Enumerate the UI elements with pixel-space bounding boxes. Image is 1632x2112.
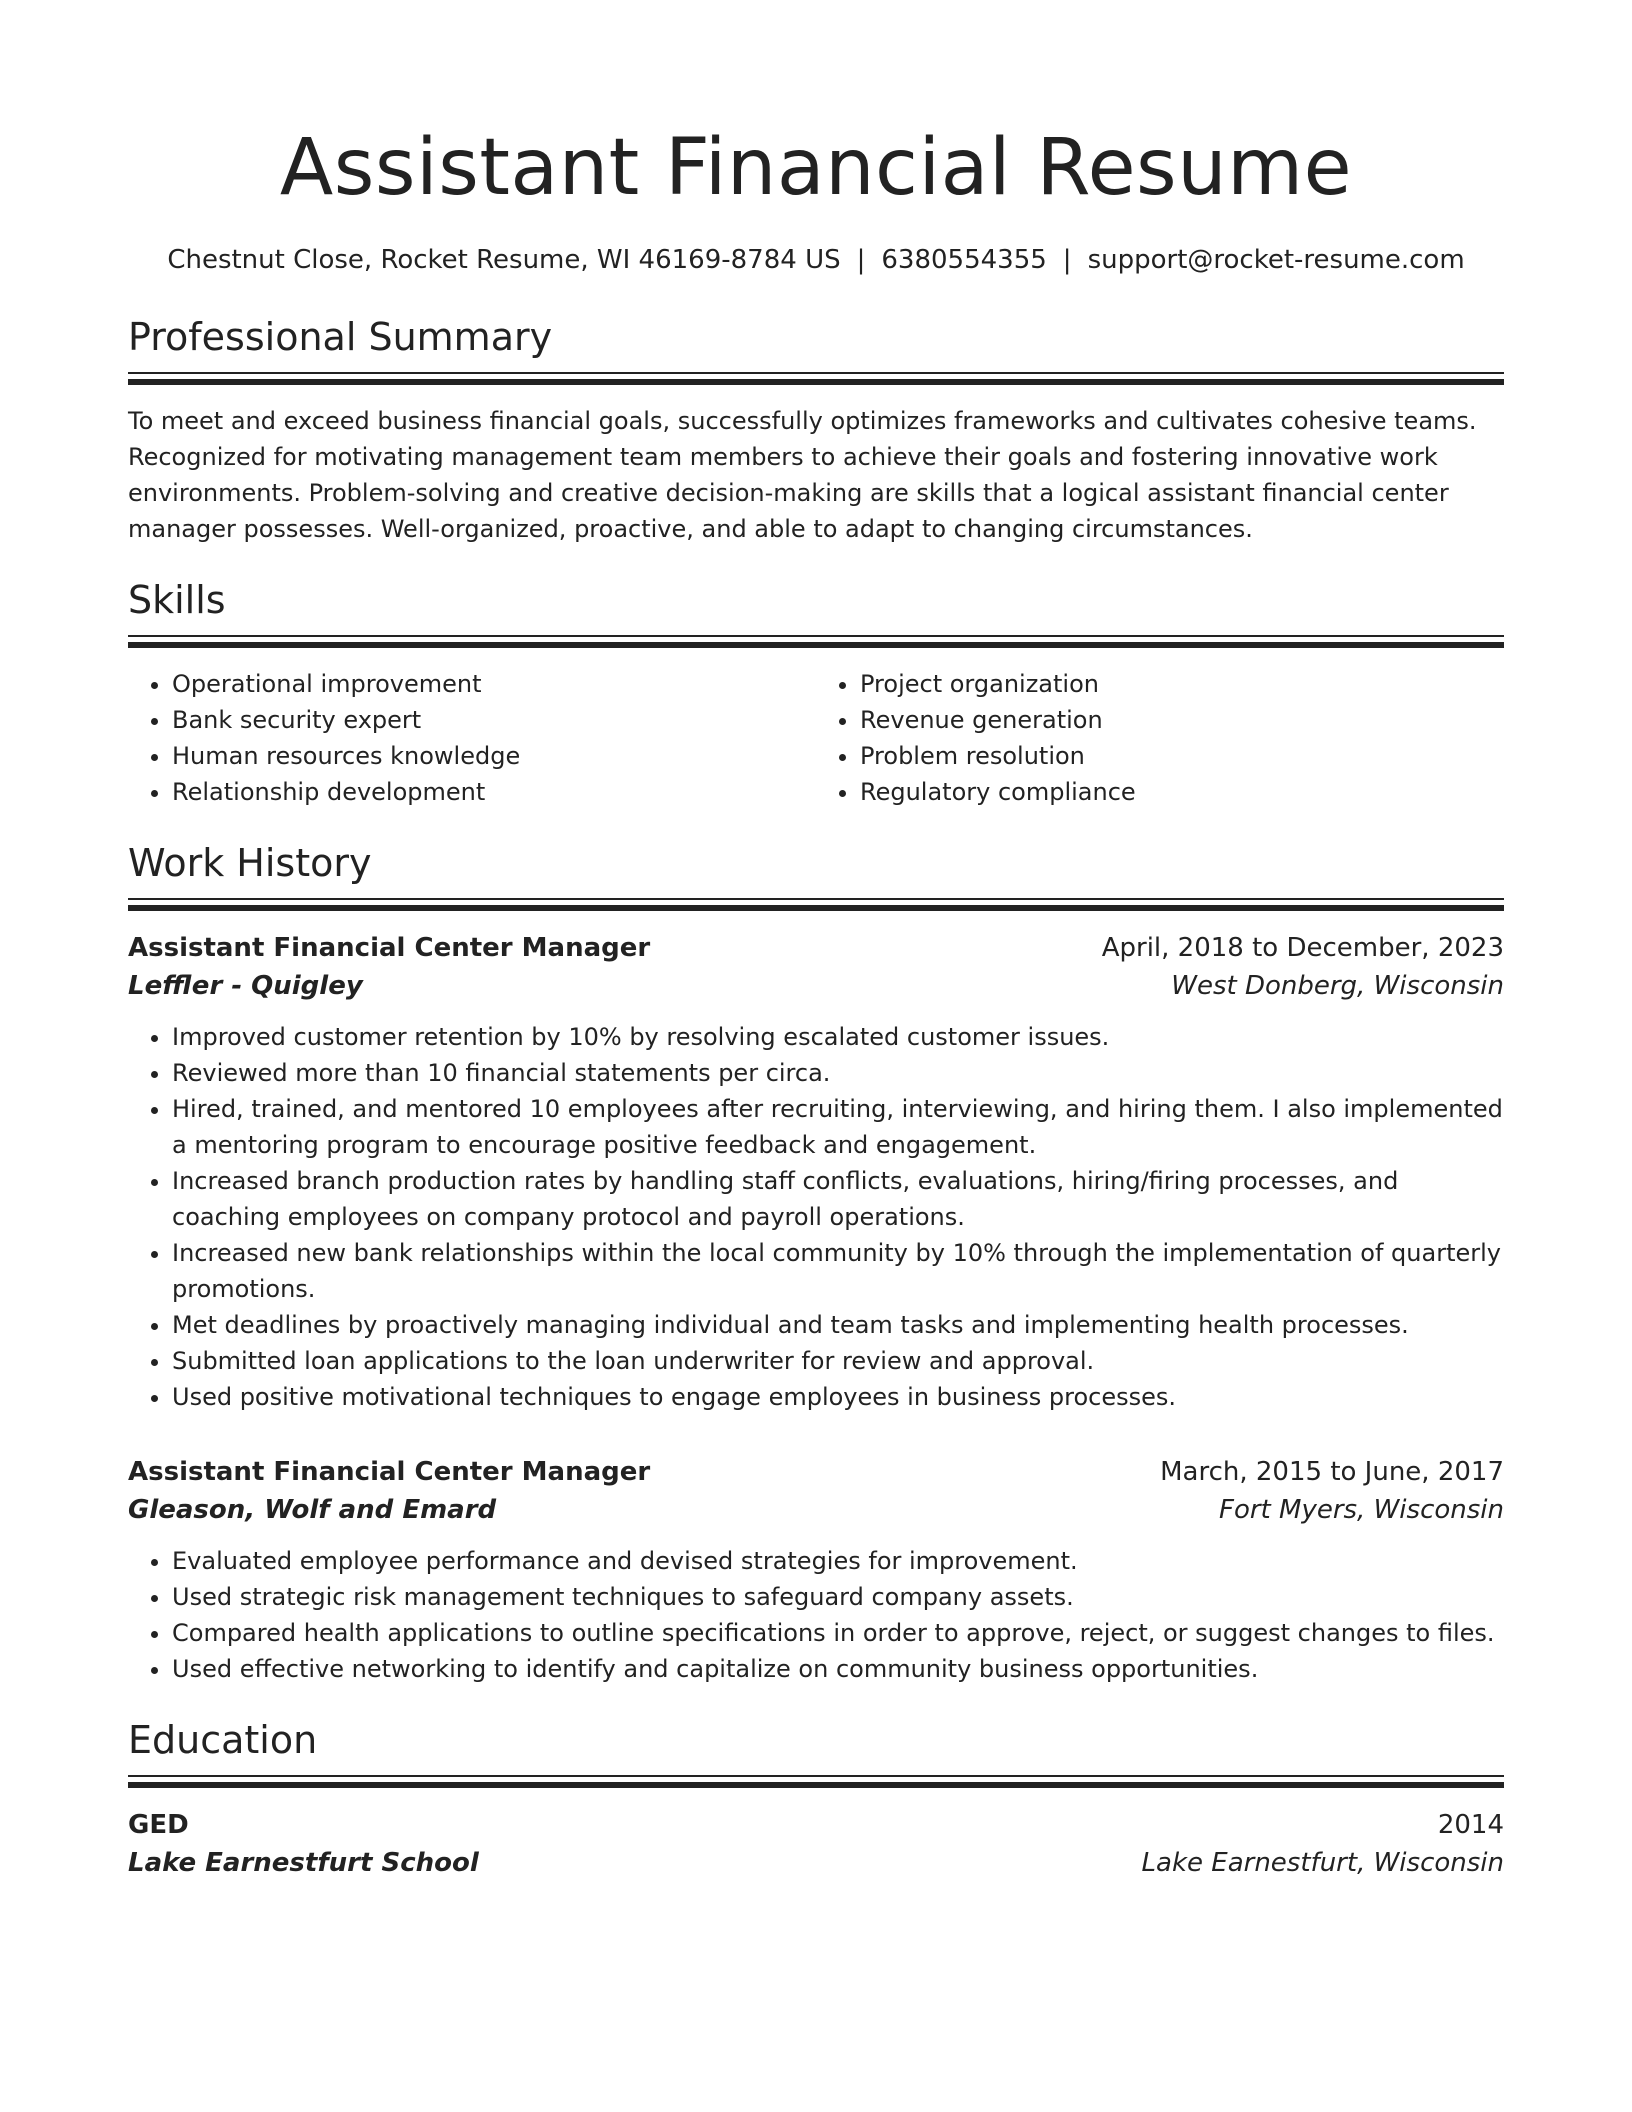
- skill-item: • Human resources knowledge: [172, 738, 816, 774]
- job-entry: [128, 1453, 1504, 1687]
- work-history-heading: Work History: [128, 841, 372, 885]
- summary-heading: Professional Summary: [128, 315, 553, 359]
- job-dates: March, 2015 to June, 2017: [1160, 1457, 1504, 1487]
- skill-item: • Problem resolution: [860, 738, 1504, 774]
- job-bullet: • Compared health applications to outline specifications in order to approve, reject, or suggest changes to files.: [172, 1615, 1504, 1651]
- job-subheader: [128, 967, 1504, 1005]
- job-bullets: [128, 1019, 1504, 1415]
- contact-address: Chestnut Close, Rocket Resume, WI 46169-8784 US: [167, 245, 841, 275]
- education-section: [128, 1717, 1504, 1882]
- job-subheader: [128, 1491, 1504, 1529]
- skill-item: • Operational improvement: [172, 666, 816, 702]
- education-header: [128, 1806, 1504, 1844]
- job-bullets: [128, 1543, 1504, 1687]
- education-year: 2014: [1437, 1810, 1504, 1840]
- job-bullet: • Improved customer retention by 10% by resolving escalated customer issues.: [172, 1019, 1504, 1055]
- skill-item: • Revenue generation: [860, 702, 1504, 738]
- section-divider: [128, 372, 1504, 385]
- education-degree: GED: [128, 1810, 189, 1840]
- job-location: Fort Myers, Wisconsin: [1219, 1495, 1504, 1525]
- job-dates: April, 2018 to December, 2023: [1101, 933, 1504, 963]
- skills-heading: Skills: [128, 578, 226, 622]
- section-divider: [128, 635, 1504, 648]
- job-bullet: • Submitted loan applications to the loan underwriter for review and approval.: [172, 1343, 1504, 1379]
- contact-line: [128, 242, 1504, 278]
- job-bullet: • Reviewed more than 10 financial statements per circa.: [172, 1055, 1504, 1091]
- skill-item: • Relationship development: [172, 774, 816, 810]
- job-bullet: • Used strategic risk management techniques to safeguard company assets.: [172, 1579, 1504, 1615]
- skills-columns: [128, 666, 1504, 810]
- job-bullet: • Evaluated employee performance and devised strategies for improvement.: [172, 1543, 1504, 1579]
- education-location: Lake Earnestfurt, Wisconsin: [1141, 1848, 1504, 1878]
- job-bullet: • Used effective networking to identify and capitalize on community business opportunities.: [172, 1651, 1504, 1687]
- education-school: Lake Earnestfurt School: [128, 1848, 479, 1878]
- job-location: West Donberg, Wisconsin: [1171, 971, 1504, 1001]
- contact-separator: |: [856, 245, 866, 275]
- job-bullet: • Increased new bank relationships within the local community by 10% through the implementation of quarterly promotions.: [172, 1235, 1504, 1307]
- job-title: Assistant Financial Center Manager: [128, 1457, 651, 1487]
- job-company: Gleason, Wolf and Emard: [128, 1495, 497, 1525]
- summary-text: To meet and exceed business financial goals, successfully optimizes frameworks and cultivates cohesive teams. Recognized for motivating management team members to achieve their goals and fostering innovative work environments. Problem-solving and creative decision-making are skills that a logical assistant financial center manager possesses. Well-organized, proactive, and able to adapt to changing circumstances.: [128, 407, 1477, 543]
- skills-section: [128, 577, 1504, 810]
- page-title: Assistant Financial Resume: [279, 123, 1353, 213]
- work-history-section: [128, 840, 1504, 1687]
- summary-section: [128, 314, 1504, 547]
- contact-phone: 6380554355: [881, 245, 1047, 275]
- job-company: Leffler - Quigley: [128, 971, 363, 1001]
- education-heading: Education: [128, 1718, 318, 1762]
- job-header: [128, 1453, 1504, 1491]
- contact-separator: |: [1062, 245, 1072, 275]
- skills-list-right: [816, 666, 1504, 810]
- job-bullet: • Increased branch production rates by handling staff conflicts, evaluations, hiring/firing processes, and coaching employees on company protocol and payroll operations.: [172, 1163, 1504, 1235]
- contact-email: support@rocket-resume.com: [1087, 245, 1465, 275]
- job-header: [128, 929, 1504, 967]
- skill-item: • Bank security expert: [172, 702, 816, 738]
- skill-item: • Project organization: [860, 666, 1504, 702]
- job-bullet: • Used positive motivational techniques to engage employees in business processes.: [172, 1379, 1504, 1415]
- job-title: Assistant Financial Center Manager: [128, 933, 651, 963]
- education-entry: [128, 1806, 1504, 1882]
- education-subheader: [128, 1844, 1504, 1882]
- job-entry: [128, 929, 1504, 1415]
- skills-list-left: [128, 666, 816, 810]
- skill-item: • Regulatory compliance: [860, 774, 1504, 810]
- job-bullet: • Hired, trained, and mentored 10 employees after recruiting, interviewing, and hiring them. I also implemented a mentoring program to encourage positive feedback and engagement.: [172, 1091, 1504, 1163]
- section-divider: [128, 1775, 1504, 1788]
- job-bullet: • Met deadlines by proactively managing individual and team tasks and implementing health processes.: [172, 1307, 1504, 1343]
- section-divider: [128, 898, 1504, 911]
